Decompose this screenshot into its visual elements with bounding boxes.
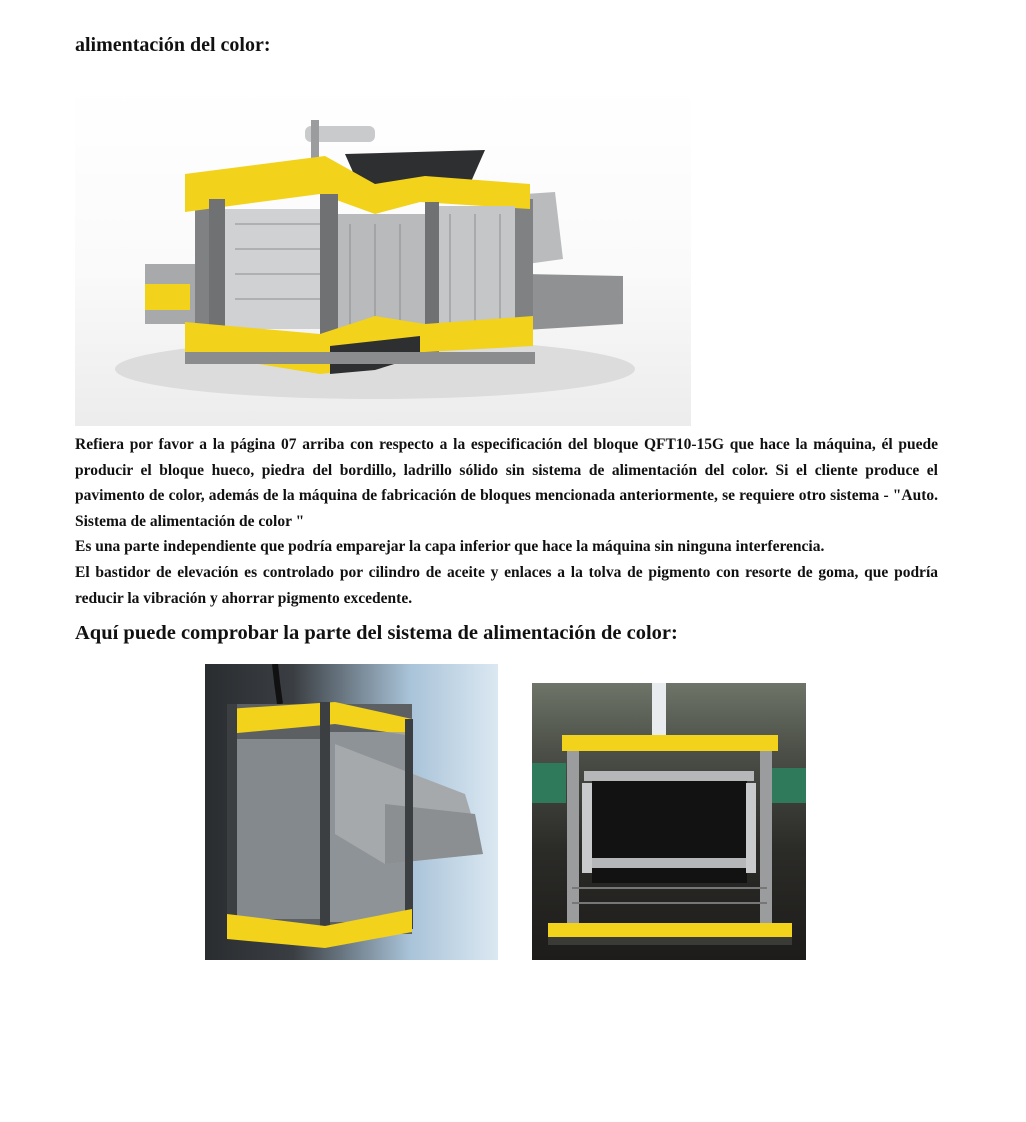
description-paragraph: El bastidor de elevación es controlado por cilindro de aceite y enlaces a la tolva de pigmento con resorte de goma, que podría reducir la vibración y ahorrar pigmento excedente. [75, 564, 938, 607]
description-paragraph: Es una parte independiente que podría emparejar la capa inferior que hace la máquina sin ninguna interferencia. [75, 538, 825, 555]
color-feeder-factory-photo [532, 683, 806, 960]
section-heading: alimentación del color: [75, 34, 271, 56]
block-machine-render-image [75, 84, 691, 426]
color-feeder-render-image [205, 664, 498, 960]
section-subheading: Aquí puede comprobar la parte del sistema de alimentación de color: [75, 622, 678, 644]
description-paragraph: Refiera por favor a la página 07 arriba con respecto a la especificación del bloque QFT10-15G que hace la máquina, él puede producir el bloque hueco, piedra del bordillo, ladrillo sólido sin sistema de alimentación del color. Si el cliente produce el pavimento de color, además de la máquina de fabricación de bloques mencionada anteriormente, se requiere otro sistema - "Auto. Sistema de alimentación de color " [75, 436, 938, 530]
